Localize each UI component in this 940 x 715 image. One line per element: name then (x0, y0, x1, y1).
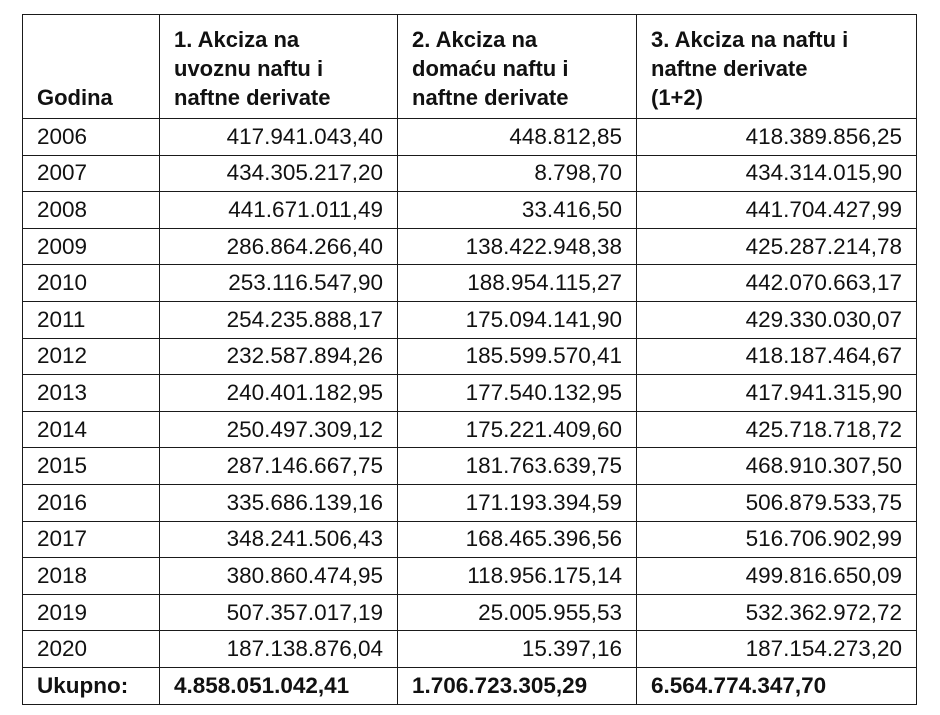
cell-import-excise: 250.497.309,12 (160, 411, 398, 448)
cell-domestic-excise: 188.954.115,27 (398, 265, 637, 302)
header-line: naftne derivate (651, 56, 808, 81)
table-container (22, 14, 917, 705)
cell-import-excise: 286.864.266,40 (160, 228, 398, 265)
cell-import-excise: 187.138.876,04 (160, 631, 398, 668)
total-domestic-excise: 1.706.723.305,29 (398, 667, 637, 704)
cell-import-excise: 287.146.667,75 (160, 448, 398, 485)
cell-combined-excise: 418.389.856,25 (637, 119, 917, 156)
header-line: uvoznu naftu i (174, 56, 324, 81)
cell-year: 2011 (23, 301, 160, 338)
cell-domestic-excise: 448.812,85 (398, 119, 637, 156)
table-row (23, 631, 917, 668)
header-line: 1. Akciza na (174, 27, 300, 52)
cell-import-excise: 232.587.894,26 (160, 338, 398, 375)
cell-year: 2016 (23, 484, 160, 521)
header-line: (1+2) (651, 85, 703, 110)
table-row (23, 192, 917, 229)
cell-year: 2007 (23, 155, 160, 192)
cell-year: 2014 (23, 411, 160, 448)
cell-combined-excise: 187.154.273,20 (637, 631, 917, 668)
cell-import-excise: 441.671.011,49 (160, 192, 398, 229)
cell-combined-excise: 418.187.464,67 (637, 338, 917, 375)
cell-import-excise: 253.116.547,90 (160, 265, 398, 302)
cell-combined-excise: 417.941.315,90 (637, 375, 917, 412)
cell-combined-excise: 468.910.307,50 (637, 448, 917, 485)
cell-year: 2018 (23, 558, 160, 595)
table-row (23, 338, 917, 375)
header-line: 2. Akciza na (412, 27, 538, 52)
table-row (23, 375, 917, 412)
header-import-excise (160, 15, 398, 119)
table-row (23, 411, 917, 448)
cell-domestic-excise: 25.005.955,53 (398, 594, 637, 631)
header-total-excise (637, 15, 917, 119)
cell-year: 2015 (23, 448, 160, 485)
table-row (23, 155, 917, 192)
cell-import-excise: 348.241.506,43 (160, 521, 398, 558)
table-row (23, 484, 917, 521)
total-combined-excise: 6.564.774.347,70 (637, 667, 917, 704)
cell-year: 2010 (23, 265, 160, 302)
table-row (23, 558, 917, 595)
total-row (23, 667, 917, 704)
cell-combined-excise: 516.706.902,99 (637, 521, 917, 558)
cell-import-excise: 507.357.017,19 (160, 594, 398, 631)
cell-domestic-excise: 177.540.132,95 (398, 375, 637, 412)
header-line: naftne derivate (412, 85, 569, 110)
cell-domestic-excise: 8.798,70 (398, 155, 637, 192)
cell-domestic-excise: 138.422.948,38 (398, 228, 637, 265)
cell-year: 2012 (23, 338, 160, 375)
header-line: 3. Akciza na naftu i (651, 27, 849, 52)
cell-import-excise: 254.235.888,17 (160, 301, 398, 338)
cell-combined-excise: 434.314.015,90 (637, 155, 917, 192)
cell-import-excise: 335.686.139,16 (160, 484, 398, 521)
total-label: Ukupno: (23, 667, 160, 704)
table-row (23, 228, 917, 265)
cell-domestic-excise: 181.763.639,75 (398, 448, 637, 485)
cell-domestic-excise: 175.221.409,60 (398, 411, 637, 448)
cell-combined-excise: 499.816.650,09 (637, 558, 917, 595)
cell-domestic-excise: 15.397,16 (398, 631, 637, 668)
cell-combined-excise: 429.330.030,07 (637, 301, 917, 338)
cell-domestic-excise: 175.094.141,90 (398, 301, 637, 338)
cell-year: 2008 (23, 192, 160, 229)
cell-year: 2009 (23, 228, 160, 265)
cell-domestic-excise: 171.193.394,59 (398, 484, 637, 521)
total-import-excise: 4.858.051.042,41 (160, 667, 398, 704)
cell-combined-excise: 506.879.533,75 (637, 484, 917, 521)
cell-year: 2020 (23, 631, 160, 668)
table-body (23, 119, 917, 668)
cell-year: 2006 (23, 119, 160, 156)
header-line: Godina (37, 85, 113, 110)
cell-import-excise: 417.941.043,40 (160, 119, 398, 156)
header-row (23, 15, 917, 119)
header-domestic-excise (398, 15, 637, 119)
table-row (23, 448, 917, 485)
cell-combined-excise: 532.362.972,72 (637, 594, 917, 631)
cell-combined-excise: 441.704.427,99 (637, 192, 917, 229)
cell-combined-excise: 442.070.663,17 (637, 265, 917, 302)
cell-year: 2017 (23, 521, 160, 558)
table-row (23, 301, 917, 338)
cell-combined-excise: 425.718.718,72 (637, 411, 917, 448)
table-row (23, 521, 917, 558)
table-row (23, 594, 917, 631)
table-row (23, 119, 917, 156)
cell-domestic-excise: 33.416,50 (398, 192, 637, 229)
cell-domestic-excise: 168.465.396,56 (398, 521, 637, 558)
cell-year: 2019 (23, 594, 160, 631)
header-line: naftne derivate (174, 85, 331, 110)
cell-import-excise: 434.305.217,20 (160, 155, 398, 192)
header-line: domaću naftu i (412, 56, 569, 81)
header-year (23, 15, 160, 119)
cell-domestic-excise: 118.956.175,14 (398, 558, 637, 595)
cell-year: 2013 (23, 375, 160, 412)
cell-import-excise: 380.860.474,95 (160, 558, 398, 595)
table-row (23, 265, 917, 302)
cell-domestic-excise: 185.599.570,41 (398, 338, 637, 375)
cell-combined-excise: 425.287.214,78 (637, 228, 917, 265)
cell-import-excise: 240.401.182,95 (160, 375, 398, 412)
excise-table (22, 14, 917, 705)
